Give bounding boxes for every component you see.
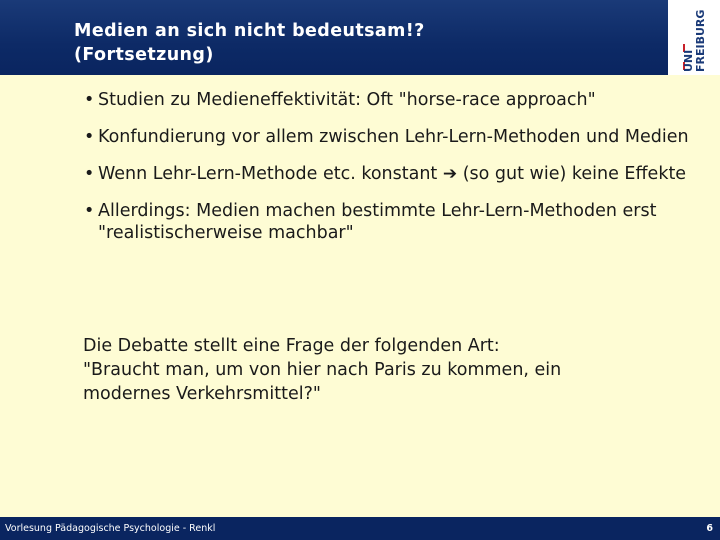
logo-uni-text: UNI (682, 49, 695, 72)
bullet-item (84, 89, 704, 111)
bullet-dot-icon: • (84, 201, 95, 221)
bullet-item (84, 200, 704, 244)
paragraph-line1: Die Debatte stellt eine Frage der folgenden Art: (83, 336, 500, 356)
bullet-text: Allerdings: Medien machen bestimmte Lehr-Lern-Methoden erst "realistischerweise machbar" (98, 201, 657, 243)
bullet-text-after: (so gut wie) keine Effekte (462, 164, 687, 184)
slide-title (74, 19, 634, 67)
logo-freiburg-text: FREIBURG (694, 9, 707, 72)
bullet-text: Konfundierung vor allem zwischen Lehr-Lern-Methoden und Medien (98, 127, 689, 147)
slide-header (0, 0, 720, 75)
slide-title-line2: (Fortsetzung) (74, 45, 214, 65)
footer-lecture-title: Vorlesung Pädagogische Psychologie - Renkl (5, 523, 216, 534)
paragraph-line2: "Braucht man, um von hier nach Paris zu kommen, ein (83, 360, 562, 380)
bullet-item (84, 126, 704, 148)
uni-freiburg-logo-mark (668, 0, 720, 75)
arrow-right-icon: ➔ (442, 164, 458, 184)
bullet-dot-icon: • (84, 90, 95, 110)
slide-title-line1: Medien an sich nicht bedeutsam!? (74, 21, 425, 41)
bullet-dot-icon: • (84, 127, 95, 147)
question-paragraph (83, 334, 683, 406)
page-number: 6 (706, 523, 713, 534)
paragraph-line3: modernes Verkehrsmittel?" (83, 384, 321, 404)
slide-footer (0, 517, 720, 540)
bullet-item (84, 163, 704, 185)
bullet-text: Studien zu Medieneffektivität: Oft "horse-race approach" (98, 90, 596, 110)
bullet-text-before: Wenn Lehr-Lern-Methode etc. konstant (98, 164, 438, 184)
bullet-list (84, 89, 704, 259)
bullet-dot-icon: • (84, 164, 95, 184)
uni-freiburg-logo (668, 0, 720, 75)
